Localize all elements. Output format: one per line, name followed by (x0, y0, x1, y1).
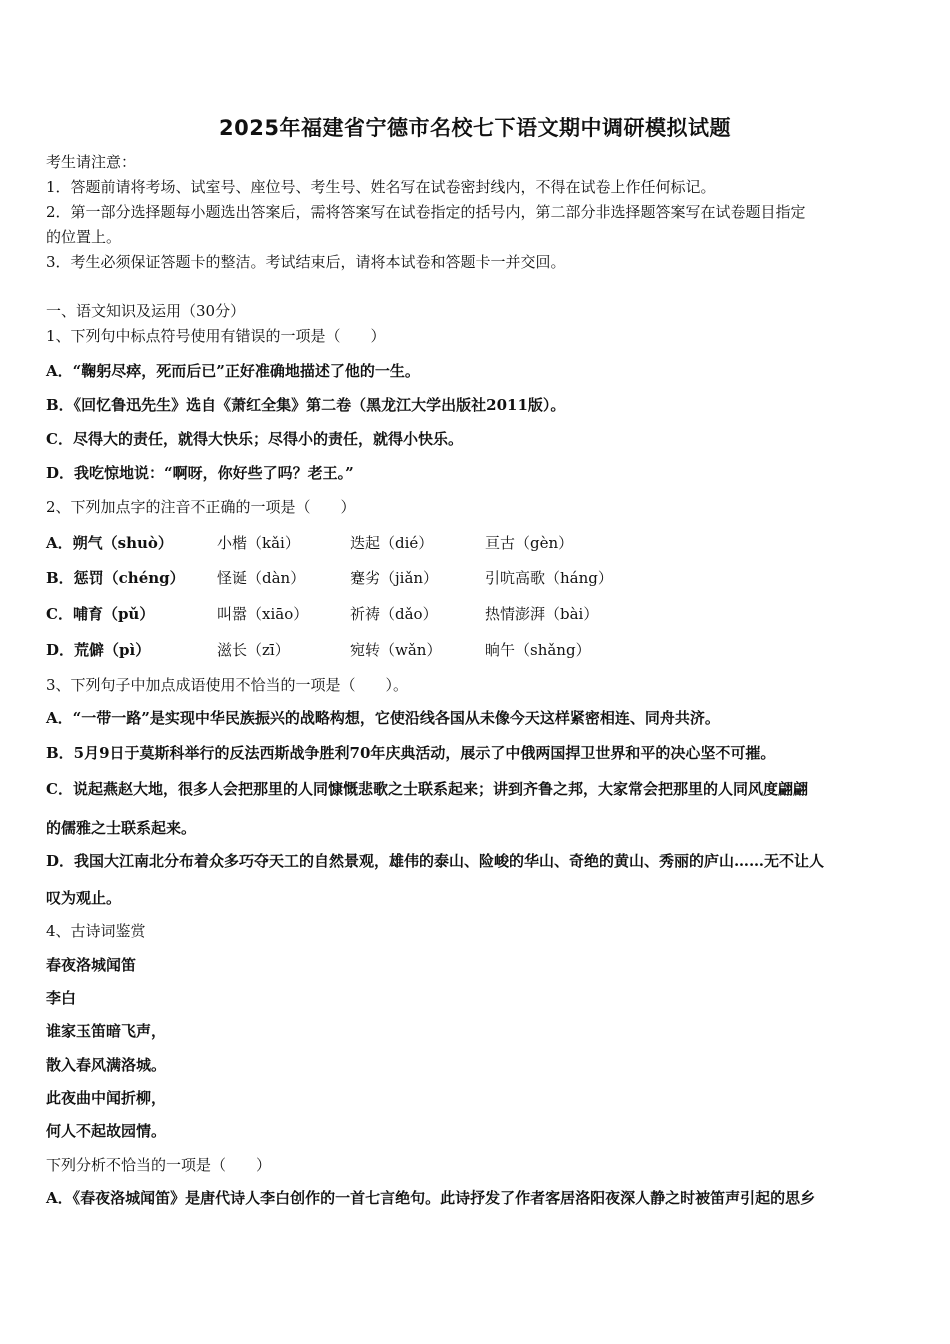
poem-line-3: 此夜曲中闻折柳， (46, 1089, 167, 1107)
q2-c-1: C．哺育（pǔ） (46, 605, 155, 623)
q1-option-b: B．《回忆鲁迅先生》选自《萧红全集》第二卷（黑龙江大学出版社2011版）。 (46, 396, 566, 414)
q3-option-c-cont: 的儒雅之士联系起来。 (46, 819, 197, 837)
q3-option-b: B．5月9日于莫斯科举行的反法西斯战争胜利70年庆典活动，展示了中俄两国捍卫世界和平的决心坚不可摧。 (46, 744, 776, 762)
q2-b-3: 蹇劣（jiǎn） (350, 569, 439, 587)
q3-stem: 3、下列句子中加点成语使用不恰当的一项是（ ）。 (46, 676, 409, 694)
q3-option-d-cont: 叹为观止。 (46, 889, 122, 907)
q2-b-4: 引吭高歌（háng） (485, 569, 613, 587)
q2-c-2: 叫嚣（xiāo） (217, 605, 309, 623)
poem-line-4: 何人不起故园情。 (46, 1122, 167, 1140)
notice-item-1: 1．答题前请将考场、试室号、座位号、考生号、姓名写在试卷密封线内，不得在试卷上作任何标记。 (46, 178, 716, 196)
poem-title: 春夜洛城闻笛 (46, 956, 137, 974)
q1-stem: 1、下列句中标点符号使用有错误的一项是（ ） (46, 327, 386, 345)
notice-item-2: 2．第一部分选择题每小题选出答案后，需将答案写在试卷指定的括号内，第二部分非选择题答案写在试卷题目指定 (46, 203, 806, 221)
q3-option-d: D．我国大江南北分布着众多巧夺天工的自然景观，雄伟的泰山、险峻的华山、奇绝的黄山、秀丽的庐山……无不让人 (46, 852, 825, 870)
q2-stem: 2、下列加点字的注音不正确的一项是（ ） (46, 498, 356, 516)
q3-option-c: C．说起燕赵大地，很多人会把那里的人同慷慨悲歌之士联系起来；讲到齐鲁之邦，大家常会把那里的人同风度翩翩 (46, 780, 808, 798)
notice-heading: 考生请注意： (46, 153, 137, 171)
q2-a-2: 小楷（kǎi） (217, 534, 300, 552)
q2-b-1: B．惩罚（chéng） (46, 569, 185, 587)
q2-d-1: D．荒僻（pì） (46, 641, 151, 659)
q1-option-d: D．我吃惊地说：“啊呀，你好些了吗？老王。” (46, 464, 354, 482)
q4-sub-stem: 下列分析不恰当的一项是（ ） (46, 1156, 272, 1174)
q1-option-c: C．尽得大的责任，就得大快乐；尽得小的责任，就得小快乐。 (46, 430, 463, 448)
q2-b-2: 怪诞（dàn） (217, 569, 306, 587)
q2-d-4: 晌午（shǎng） (485, 641, 591, 659)
section-heading: 一、语文知识及运用（30分） (46, 302, 246, 320)
poem-author: 李白 (46, 989, 77, 1007)
q2-c-4: 热情澎湃（bài） (485, 605, 599, 623)
q2-a-4: 亘古（gèn） (485, 534, 574, 552)
poem-line-2: 散入春风满洛城。 (46, 1056, 167, 1074)
poem-line-1: 谁家玉笛暗飞声， (46, 1022, 167, 1040)
notice-item-3: 3．考生必须保证答题卡的整洁。考试结束后，请将本试卷和答题卡一并交回。 (46, 253, 566, 271)
q2-a-1: A．朔气（shuò） (46, 534, 173, 552)
q1-option-a: A．“鞠躬尽瘁，死而后已”正好准确地描述了他的一生。 (46, 362, 420, 380)
q4-stem: 4、古诗词鉴赏 (46, 922, 146, 940)
q2-d-3: 宛转（wǎn） (350, 641, 442, 659)
q3-option-a: A．“一带一路”是实现中华民族振兴的战略构想，它使沿线各国从未像今天这样紧密相连、同舟共济。 (46, 709, 720, 727)
notice-item-2-cont: 的位置上。 (46, 228, 122, 246)
page-title: 2025年福建省宁德市名校七下语文期中调研模拟试题 (219, 116, 731, 140)
q2-a-3: 迭起（dié） (350, 534, 434, 552)
q2-c-3: 祈祷（dǎo） (350, 605, 438, 623)
q4-option-a: A．《春夜洛城闻笛》是唐代诗人李白创作的一首七言绝句。此诗抒发了作者客居洛阳夜深人静之时被笛声引起的思乡 (46, 1189, 816, 1207)
q2-d-2: 滋长（zī） (217, 641, 290, 659)
